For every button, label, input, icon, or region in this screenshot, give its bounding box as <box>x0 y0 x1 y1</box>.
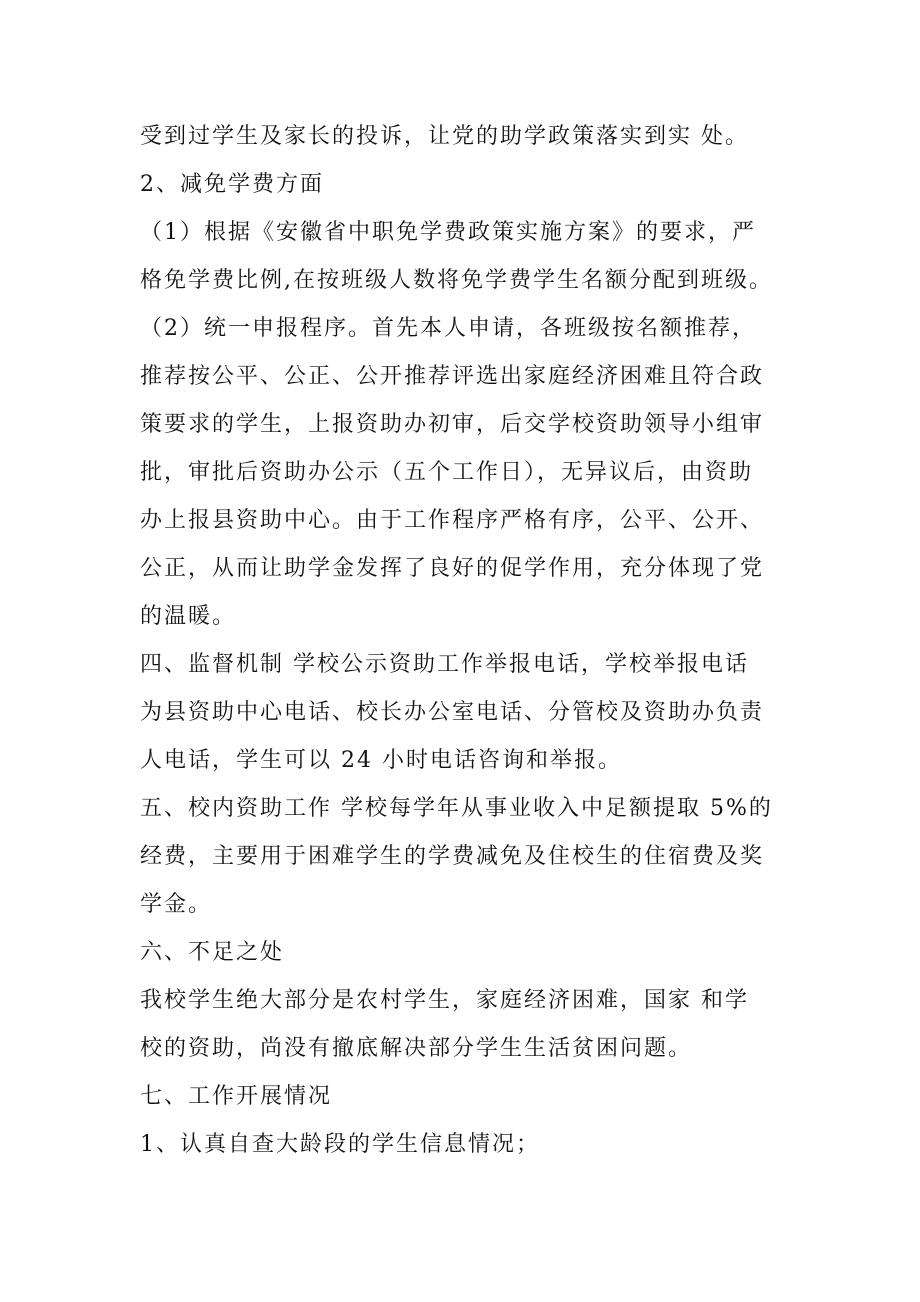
text-line: 批，审批后资助办公示（五个工作日），无异议后，由资助 <box>140 460 754 485</box>
text-line: 办上报县资助中心。由于工作程序严格有序，公平、公开、 <box>140 508 765 533</box>
text-line: 格免学费比例,在按班级人数将免学费学生名额分配到班级。 <box>140 268 773 293</box>
text-line: 策要求的学生，上报资助办初审，后交学校资助领导小组审 <box>140 412 765 437</box>
text-line: 校的资助，尚没有撤底解决部分学生生活贫困问题。 <box>140 1036 693 1061</box>
section-heading: 四、监督机制 学校公示资助工作举报电话，学校举报电话 <box>140 652 749 677</box>
text-line: 学金。 <box>140 892 213 917</box>
text-line: 经费，主要用于困难学生的学费减免及住校生的住宿费及奖 <box>140 844 765 869</box>
text-line: 1、认真自查大龄段的学生信息情况； <box>140 1132 540 1157</box>
section-heading: 七、工作开展情况 <box>140 1084 333 1109</box>
section-heading: 六、不足之处 <box>140 940 285 965</box>
text-line: 我校学生绝大部分是农村学生，家庭经济困难，国家 和学 <box>140 988 749 1013</box>
text-line: （1）根据《安徽省中职免学费政策实施方案》的要求，严 <box>140 220 756 245</box>
text-line: 公正，从而让助学金发挥了良好的促学作用，充分体现了党 <box>140 556 765 581</box>
text-line: 为县资助中心电话、校长办公室电话、分管校及资助办负责 <box>140 700 765 725</box>
section-heading: 2、减免学费方面 <box>140 172 324 197</box>
text-line: （2）统一申报程序。首先本人申请，各班级按名额推荐， <box>140 316 756 341</box>
text-line: 人电话，学生可以 24 小时电话咨询和举报。 <box>140 748 622 773</box>
section-heading: 五、校内资助工作 学校每学年从事业收入中足额提取 5%的 <box>140 796 773 821</box>
text-line: 的温暖。 <box>140 604 237 629</box>
text-line: 推荐按公平、公正、公开推荐评选出家庭经济困难且符合政 <box>140 364 765 389</box>
text-line: 受到过学生及家长的投诉，让党的助学政策落实到实 处。 <box>140 124 749 149</box>
